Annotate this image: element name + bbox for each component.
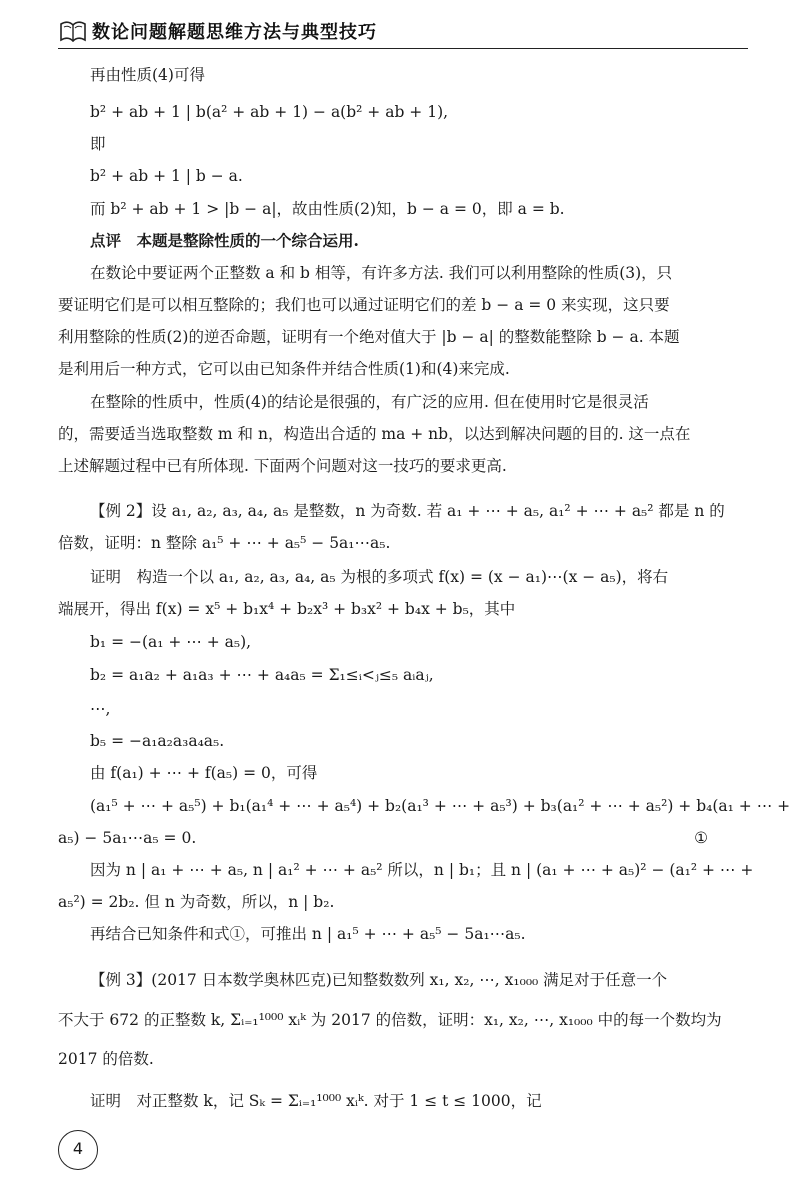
text-line: 要证明它们是可以相互整除的；我们也可以通过证明它们的差 b − a = 0 来实现，这只要 xyxy=(58,296,670,314)
text-line: 不大于 672 的正整数 k, Σᵢ₌₁¹⁰⁰⁰ xᵢᵏ 为 2017 的倍数，证明：x₁, x₂, ⋯, x₁₀₀₀ 中的每一个数均为 xyxy=(58,1011,722,1029)
text-line: 再结合已知条件和式①，可推出 n | a₁⁵ + ⋯ + a₅⁵ − 5a₁⋯a₅. xyxy=(90,925,526,943)
comment-heading: 点评 本题是整除性质的一个综合运用. xyxy=(90,231,359,250)
proof-line: 证明 对正整数 k，记 Sₖ = Σᵢ₌₁¹⁰⁰⁰ xᵢᵏ. 对于 1 ≤ t ≤ 1000，记 xyxy=(90,1092,542,1110)
text-line: 是利用后一种方式，它可以由已知条件并结合性质(1)和(4)来完成. xyxy=(58,360,510,378)
formula-line: b₅ = −a₁a₂a₃a₄a₅. xyxy=(90,732,225,750)
text-line: 而 b² + ab + 1 > |b − a|，故由性质(2)知，b − a = 0，即 a = b. xyxy=(90,200,565,218)
text-line: 因为 n | a₁ + ⋯ + a₅, n | a₁² + ⋯ + a₅² 所以，n | b₁；且 n | (a₁ + ⋯ + a₅)² − (a₁² + ⋯ + xyxy=(90,861,754,879)
text-line: 利用整除的性质(2)的逆否命题，证明有一个绝对值大于 |b − a| 的整数能整除 b − a. 本题 xyxy=(58,328,680,346)
text-line: 再由性质(4)可得 xyxy=(90,66,205,84)
formula-line: b² + ab + 1 | b(a² + ab + 1) − a(b² + ab + 1), xyxy=(90,103,449,121)
example-2-heading: 【例 2】设 a₁, a₂, a₃, a₄, a₅ 是整数，n 为奇数. 若 a₁ + ⋯ + a₅, a₁² + ⋯ + a₅² 都是 n 的 xyxy=(90,502,725,520)
text-line: 倍数，证明：n 整除 a₁⁵ + ⋯ + a₅⁵ − 5a₁⋯a₅. xyxy=(58,534,391,552)
text-line: a₅²) = 2b₂. 但 n 为奇数，所以，n | b₂. xyxy=(58,893,335,911)
text-line: 在整除的性质中，性质(4)的结论是很强的，有广泛的应用. 但在使用时它是很灵活 xyxy=(90,393,649,411)
proof-line: 证明 构造一个以 a₁, a₂, a₃, a₄, a₅ 为根的多项式 f(x) = (x − a₁)⋯(x − a₅)，将右 xyxy=(90,568,669,586)
formula-line: a₅) − 5a₁⋯a₅ = 0. xyxy=(58,829,197,847)
formula-line: b₁ = −(a₁ + ⋯ + a₅), xyxy=(90,633,252,651)
formula-line: b₂ = a₁a₂ + a₁a₃ + ⋯ + a₄a₅ = Σ₁≤ᵢ<ⱼ≤₅ aᵢaⱼ, xyxy=(90,666,434,684)
header-title: 数论问题解题思维方法与典型技巧 xyxy=(92,22,377,43)
text-line: 由 f(a₁) + ⋯ + f(a₅) = 0，可得 xyxy=(90,764,318,782)
text-line: 上述解题过程中已有所体现. 下面两个问题对这一技巧的要求更高. xyxy=(58,457,507,475)
equation-number: ① xyxy=(694,829,708,847)
formula-line: ⋯, xyxy=(90,700,111,718)
text-line: 的，需要适当选取整数 m 和 n，构造出合适的 ma + nb，以达到解决问题的目的. 这一点在 xyxy=(58,425,691,443)
page-number-text: 4 xyxy=(72,1139,84,1158)
text-line: 即 xyxy=(90,135,106,153)
formula-line: b² + ab + 1 | b − a. xyxy=(90,167,243,185)
header-rule xyxy=(58,48,748,49)
formula-line: (a₁⁵ + ⋯ + a₅⁵) + b₁(a₁⁴ + ⋯ + a₅⁴) + b₂(a₁³ + ⋯ + a₅³) + b₃(a₁² + ⋯ + a₅²) + b₄(a₁ + ⋯ + xyxy=(90,797,791,815)
text-line: 在数论中要证两个正整数 a 和 b 相等，有许多方法. 我们可以利用整除的性质(3)，只 xyxy=(90,264,673,282)
example-3-heading: 【例 3】(2017 日本数学奥林匹克)已知整数数列 x₁, x₂, ⋯, x₁₀₀₀ 满足对于任意一个 xyxy=(90,971,668,989)
page-number xyxy=(58,1130,98,1170)
book-logo-icon xyxy=(58,16,88,46)
text-line: 端展开，得出 f(x) = x⁵ + b₁x⁴ + b₂x³ + b₃x² + b₄x + b₅，其中 xyxy=(58,600,516,618)
text-line: 2017 的倍数. xyxy=(58,1050,154,1068)
page-header xyxy=(58,14,748,50)
